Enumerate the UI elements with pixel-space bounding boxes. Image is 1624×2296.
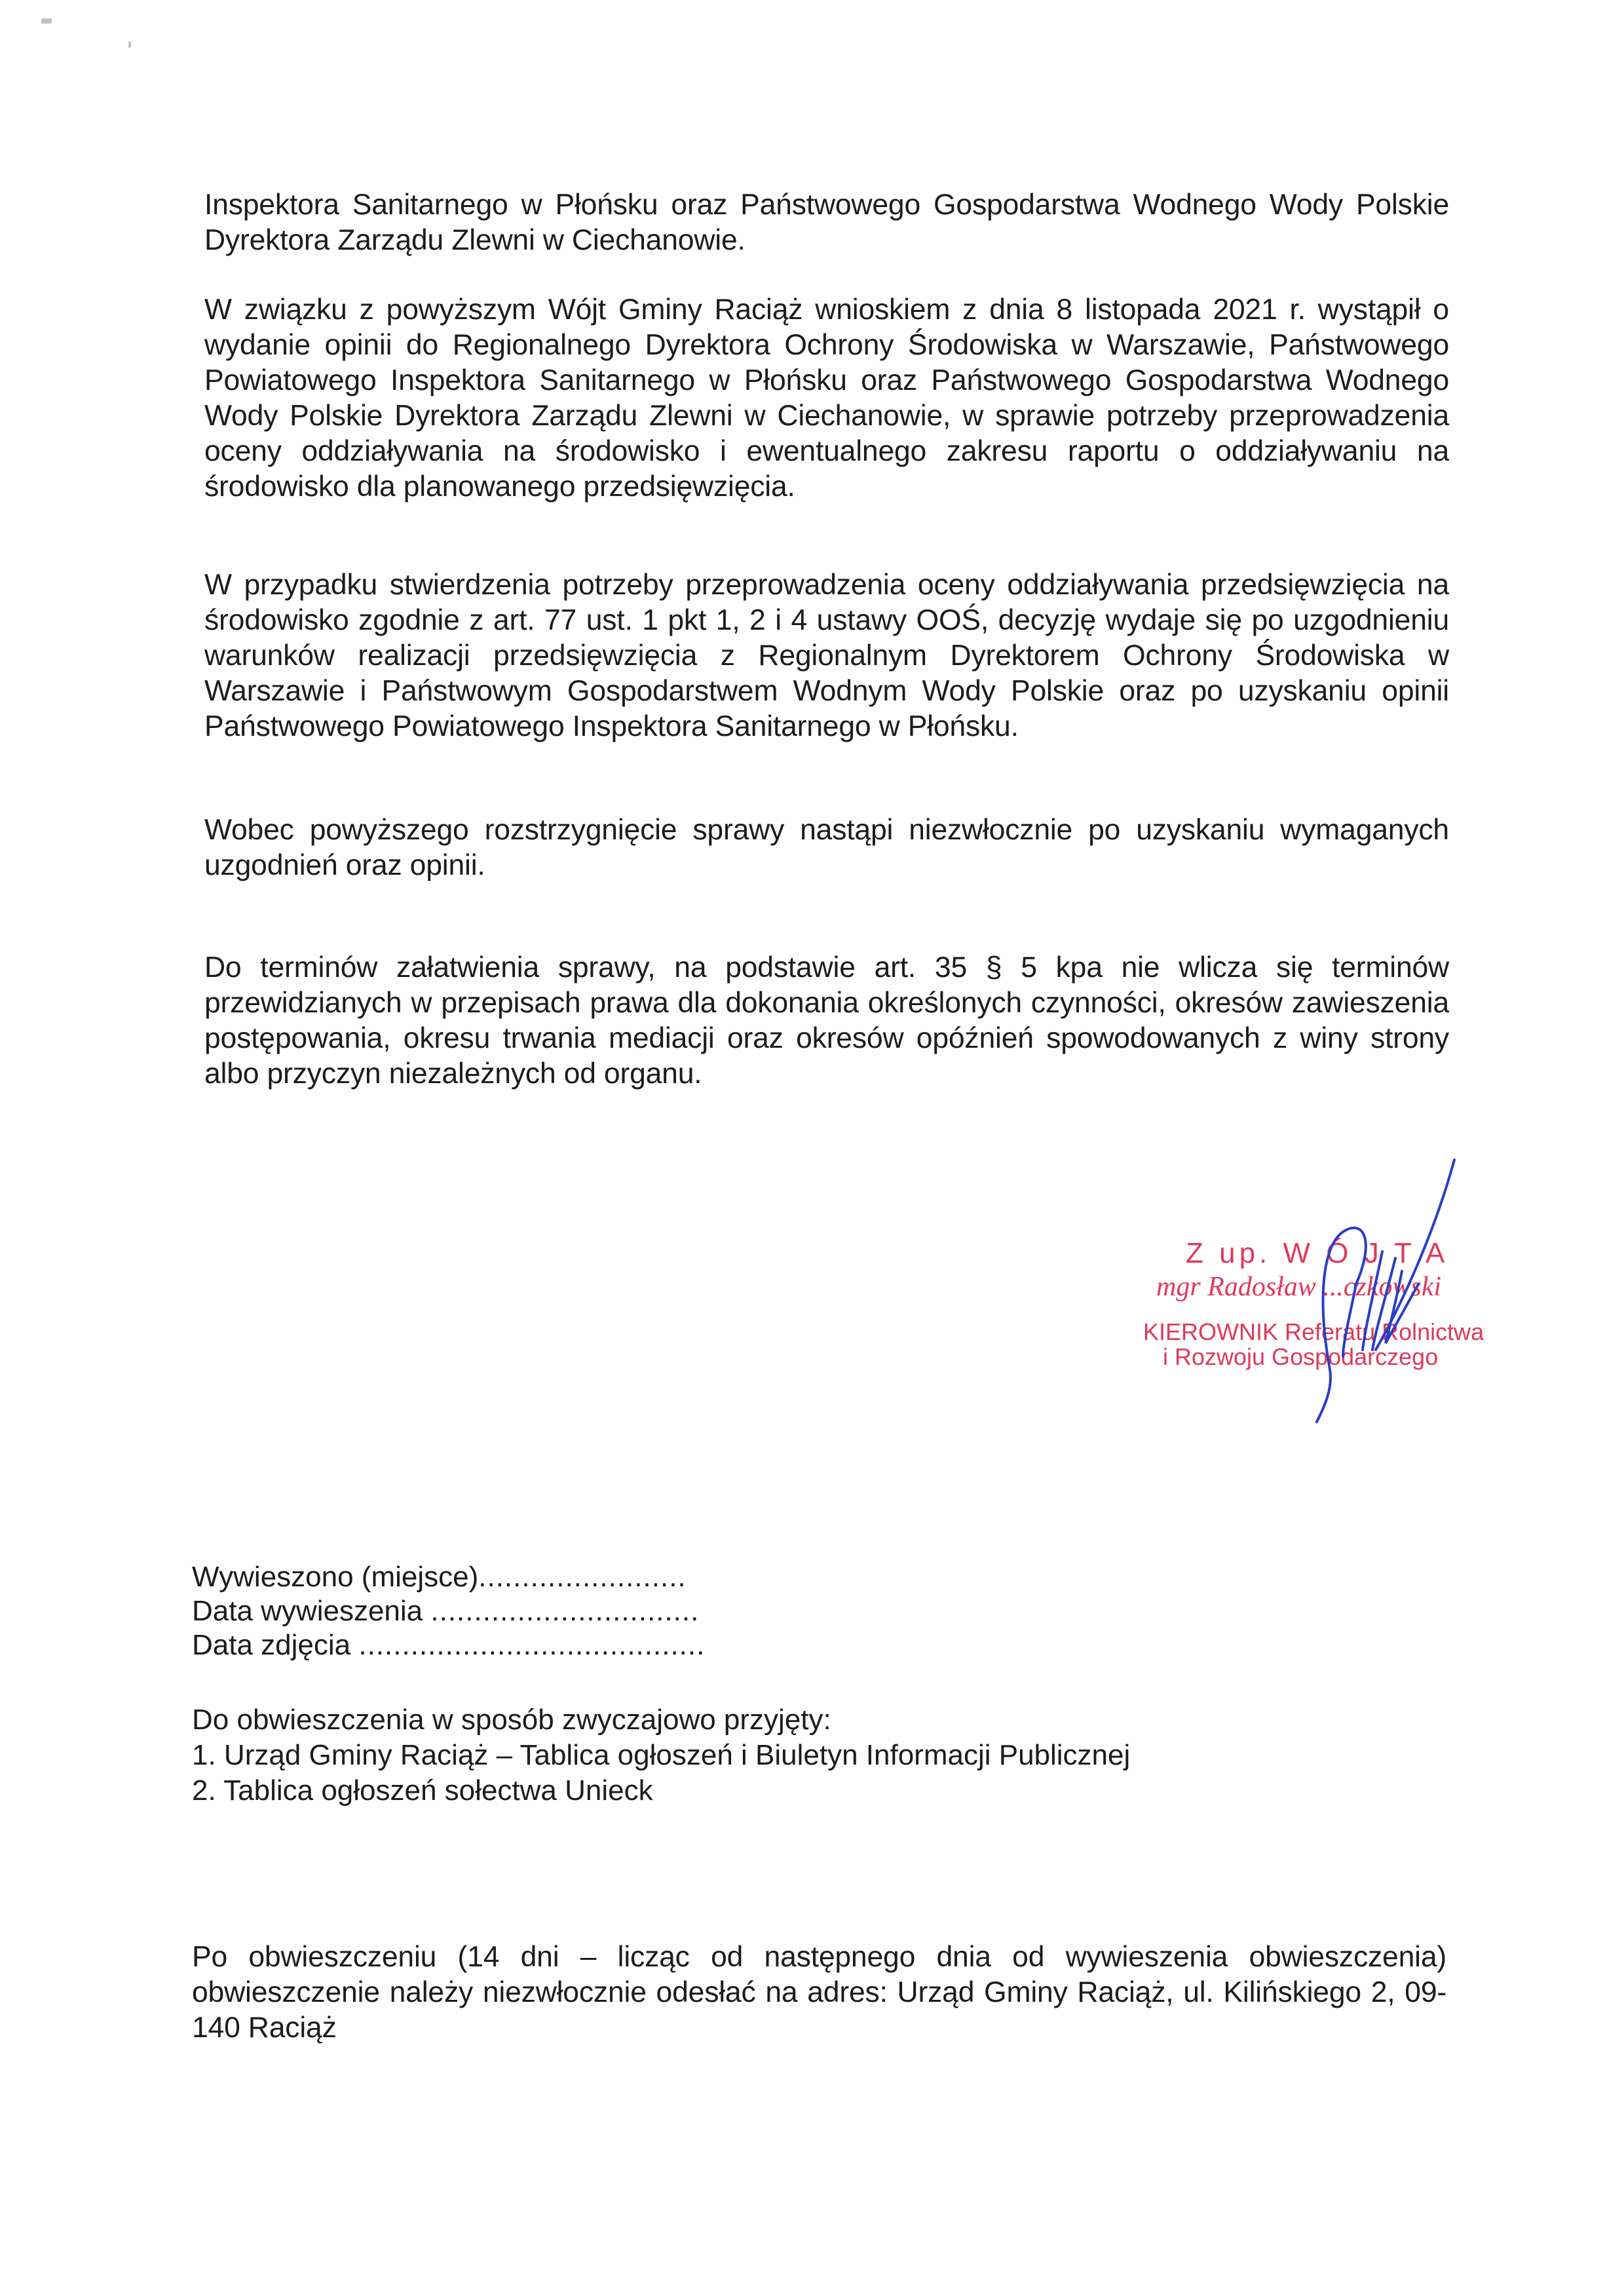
announcement-heading: Do obwieszczenia w sposób zwyczajowo przyjęty: [192,1704,831,1736]
paragraph-text: W związku z powyższym Wójt Gminy Raciąż wnioskiem z dnia 8 listopada 2021 r. wystąpił o wydanie opinii do Regionalnego Dyrektora Ochrony Środowiska w Warszawie, Państwowego Powiatowego Inspektora Sanitarnego w Płońsku oraz Państwowego Gospodarstwa Wodnego Wody Polskie Dyrektora Zarządu Zlewni w Ciechanowie, w sprawie potrzeby przeprowadzenia oceny oddziaływania na środowisko i ewentualnego zakresu raportu o oddziaływaniu na środowisko dla planowanego przedsięwzięcia. [204,294,1449,503]
posted-date-field [192,1594,699,1629]
announcement-list [192,1702,1437,1808]
field-blank: ............................... [430,1595,700,1627]
field-label: Wywieszono (miejsce) [192,1561,479,1593]
paragraph-text: W przypadku stwierdzenia potrzeby przeprowadzenia oceny oddziaływania przedsięwzięcia na środowisko zgodnie z art. 77 ust. 1 pkt 1, 2 i 4 ustawy OOŚ, decyzję wydaje się po uzgodnieniu warunków realizacji przedsięwzięcia z Regionalnym Dyrektorem Ochrony Środowiska w Warszawie i Państwowym Gospodarstwem Wodnym Wody Polskie oraz po uzyskaniu opinii Państwowego Powiatowego Inspektora Sanitarnego w Płońsku. [204,569,1449,742]
paragraph-deadlines [204,950,1449,1092]
return-note [192,1940,1446,2046]
field-blank: ........................ [478,1561,687,1593]
list-item: 1. Urząd Gminy Raciąż – Tablica ogłoszeń i Biuletyn Informacji Publicznej [192,1739,1131,1771]
stamp-title: Z up. W Ó J T A [1186,1237,1449,1269]
list-item: 2. Tablica ogłoszeń sołectwa Unieck [192,1774,653,1807]
stamp-name: mgr Radosław ...czkowski [1156,1272,1442,1302]
field-label: Data wywieszenia [192,1595,431,1627]
stamp-department: i Rozwoju Gospodarczego [1163,1343,1439,1370]
paragraph-resolution [204,813,1449,883]
handwritten-signature-icon [1304,1153,1500,1428]
field-blank: ........................................ [358,1629,706,1661]
paragraph-text: Do terminów załatwienia sprawy, na podstawie art. 35 § 5 kpa nie wlicza się terminów przewidzianych w przepisach prawa dla dokonania określonych czynności, okresów zawieszenia postępowania, okresu trwania mediacji oraz okresów opóźnień spowodowanych z winy strony albo przyczyn niezależnych od organu. [204,951,1449,1090]
paragraph-request-opinion [204,292,1449,505]
posted-place-field [192,1559,687,1595]
paragraph-assessment-condition [204,567,1449,744]
paragraph-continuation [204,187,1449,258]
paragraph-text: Inspektora Sanitarnego w Płońsku oraz Państwowego Gospodarstwa Wodnego Wody Polskie Dyrektora Zarządu Zlewni w Ciechanowie. [204,189,1449,256]
paragraph-text: Wobec powyższego rozstrzygnięcie sprawy nastąpi niezwłocznie po uzyskaniu wymaganych uzgodnień oraz opinii. [204,814,1449,881]
stamp-role: KIEROWNIK Referatu Rolnictwa [1143,1318,1484,1345]
field-label: Data zdjęcia [192,1629,359,1661]
scan-artifact [41,18,52,24]
scan-artifact [128,41,131,48]
paragraph-text: Po obwieszczeniu (14 dni – licząc od następnego dnia od wywieszenia obwieszczenia) obwieszczenie należy niezwłocznie odesłać na adres: Urząd Gminy Raciąż, ul. Kilińskiego 2, 09-140 Raciąż [192,1941,1446,2044]
removal-date-field [192,1628,705,1663]
